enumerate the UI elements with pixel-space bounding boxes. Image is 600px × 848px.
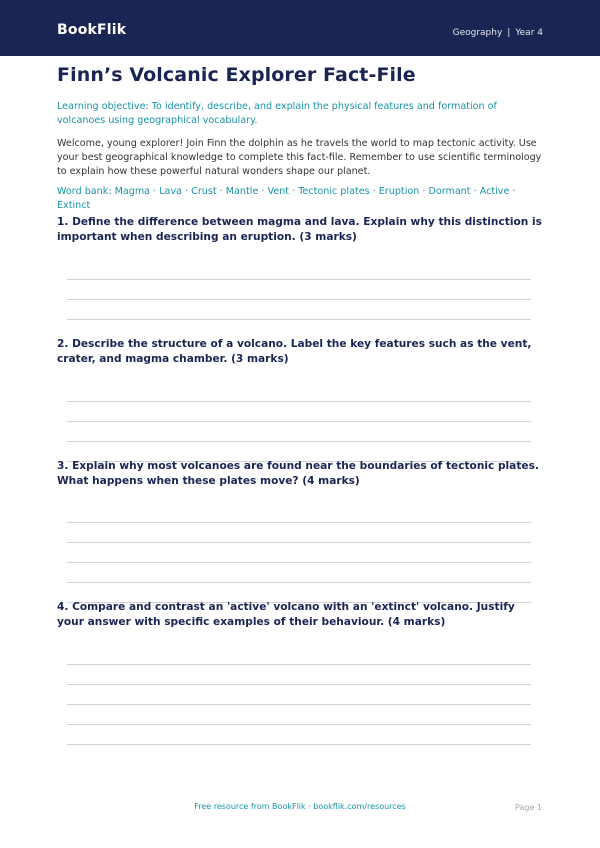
question-3: 3. Explain why most volcanoes are found near the boundaries of tectonic plates. What happens when these plates move? (4 marks) — [57, 460, 539, 487]
question-2: 2. Describe the structure of a volcano. Label the key features such as the vent, crater, and magma chamber. (3 marks) — [57, 338, 532, 365]
intro-paragraph: Welcome, young explorer! Join Finn the dolphin as he travels the world to map tectonic activity. Use your best geographical knowledge to complete this fact-file. Remember to use scientific terminology to explain how these powerful natural wonders shape our planet. — [57, 138, 542, 177]
question-4: 4. Compare and contrast an 'active' volcano with an 'extinct' volcano. Justify your answer with specific examples of their behaviour. (4 marks) — [57, 601, 515, 628]
answer-line[interactable] — [67, 664, 531, 665]
answer-line[interactable] — [67, 299, 531, 300]
answer-line[interactable] — [67, 401, 531, 402]
answer-line[interactable] — [67, 542, 531, 543]
answer-line[interactable] — [67, 724, 531, 725]
answer-line[interactable] — [67, 684, 531, 685]
learning-objective: Learning objective: To identify, describe, and explain the physical features and formation of volcanoes using geographical vocabulary. — [57, 101, 497, 126]
page-title: Finn’s Volcanic Explorer Fact-File — [57, 64, 416, 86]
year-label: Year 4 — [515, 28, 543, 38]
answer-line[interactable] — [67, 704, 531, 705]
answer-line[interactable] — [67, 279, 531, 280]
answer-line[interactable] — [67, 421, 531, 422]
page-number: Page 1 — [515, 803, 542, 812]
answer-line[interactable] — [67, 562, 531, 563]
answer-line[interactable] — [67, 441, 531, 442]
page-header — [0, 0, 600, 56]
answer-line[interactable] — [67, 582, 531, 583]
answer-line[interactable] — [67, 319, 531, 320]
word-bank: Word bank: Magma · Lava · Crust · Mantle · Vent · Tectonic plates · Eruption · Dormant · Active · Extinct — [57, 186, 516, 211]
footer-link[interactable]: Free resource from BookFlik · bookflik.com/resources — [194, 802, 406, 811]
subject-year-label — [453, 28, 543, 38]
answer-line[interactable] — [67, 744, 531, 745]
subject-label: Geography — [452, 28, 503, 38]
brand-logo: BookFlik — [57, 22, 127, 38]
header-separator: | — [507, 28, 511, 38]
question-1: 1. Define the difference between magma and lava. Explain why this distinction is important when describing an eruption. (3 marks) — [57, 216, 542, 243]
answer-line[interactable] — [67, 522, 531, 523]
